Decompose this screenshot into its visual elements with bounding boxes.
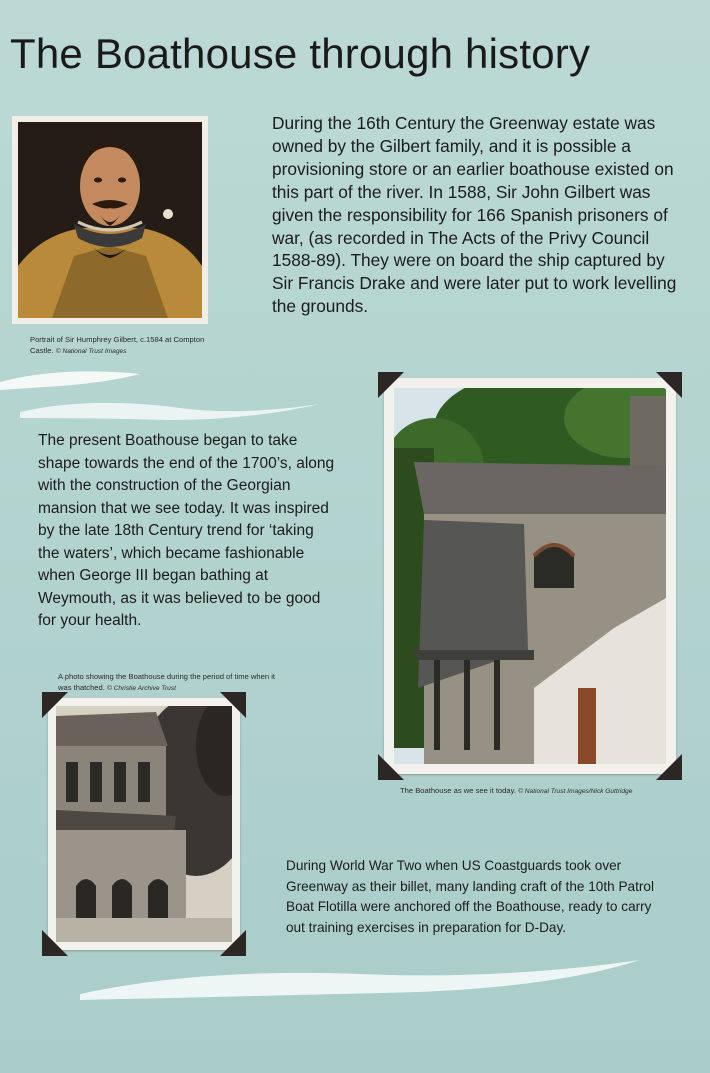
portrait-caption-text: Portrait of Sir Humphrey Gilbert, c.1584 at Compton Castle. (30, 335, 205, 355)
thatched-caption-credit: © Christie Archive Trust (106, 684, 176, 692)
paragraph-world-war-two: During World War Two when US Coastguards took over Greenway as their billet, many landing craft of the 10th Patrol Boat Flotilla were anchored off the Boathouse, ready to carry out training exercises in preparation for D-Day. (286, 858, 654, 935)
boathouse-today-image (394, 388, 666, 764)
boathouse-today-caption (400, 786, 670, 798)
wave-swoosh-bottom (0, 950, 710, 1010)
paragraph-gilbert-history: During the 16th Century the Greenway estate was owned by the Gilbert family, and it is possible a provisioning store or an earlier boathouse existed on this part of the river. In 1588, Sir John Gilbert was given the responsibility for 166 Spanish prisoners of war, (as recorded in The Acts of the Privy Council 1588-89). They were on board the ship captured by Sir Francis Drake and were later put to work levelling the grounds. (272, 113, 677, 317)
thatched-caption (58, 672, 278, 694)
portrait-illustration (12, 116, 208, 324)
thatched-photo-frame (48, 698, 240, 950)
portrait-caption (30, 335, 230, 357)
page-title: The Boathouse through history (10, 30, 591, 77)
boathouse-today-caption-text: The Boathouse as we see it today. (400, 786, 516, 795)
boathouse-today-frame (384, 378, 676, 774)
thatched-boathouse-image (56, 706, 232, 942)
portrait-image (12, 116, 208, 324)
paragraph-present-boathouse: The present Boathouse began to take shape towards the end of the 1700’s, along with the construction of the Georgian mansion that we see today. It was inspired by the late 18th Century trend for ‘taking the waters’, which became fashionable when George III began bathing at Weymouth, as it was believed to be good for your health. (38, 432, 335, 629)
thatched-caption-text: A photo showing the Boathouse during the period of time when it was thatched. (58, 672, 275, 692)
portrait-caption-credit: © National Trust Images (55, 347, 127, 355)
boathouse-today-caption-credit: © National Trust Images/Nick Guttridge (518, 788, 633, 795)
